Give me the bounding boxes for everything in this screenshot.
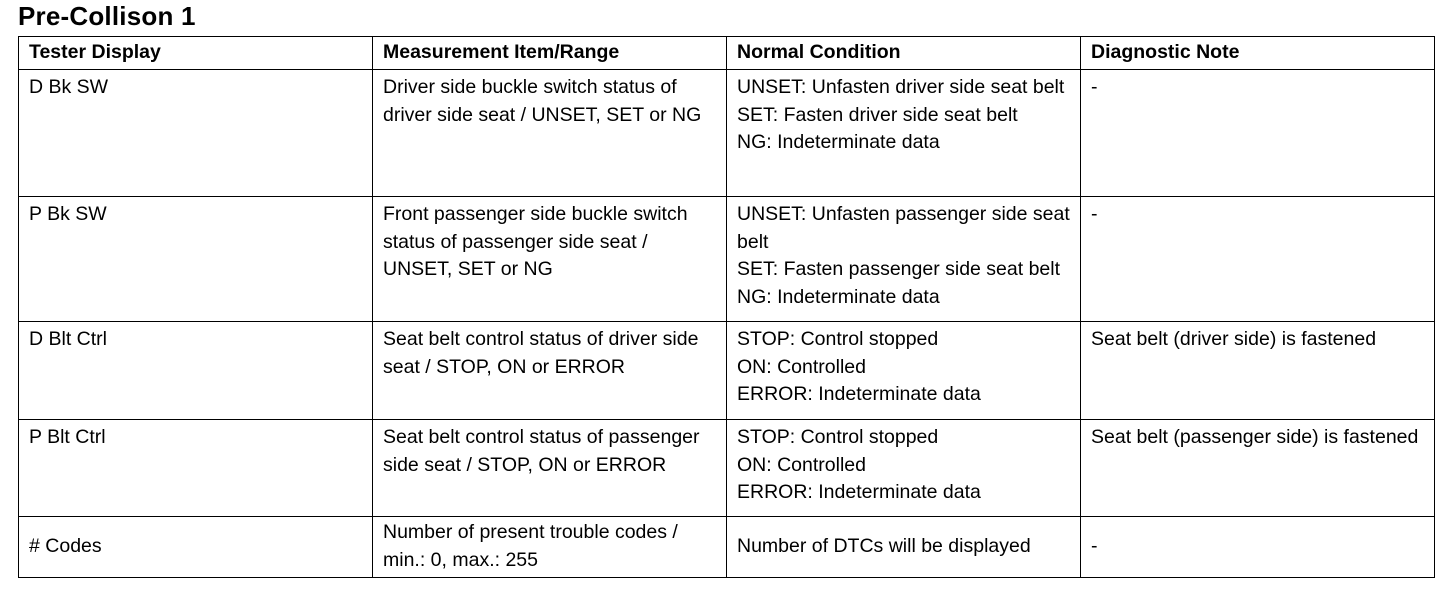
normal-condition-line: STOP: Control stopped xyxy=(737,328,939,350)
cell-normal-condition xyxy=(727,70,1081,197)
normal-condition-line: ON: Controlled xyxy=(737,453,866,476)
table-row xyxy=(19,517,1435,578)
header-tester-display: Tester Display xyxy=(19,37,373,70)
cell-measurement: Front passenger side buckle switch status of passenger side seat / UNSET, SET or NG xyxy=(373,197,727,322)
cell-measurement: Seat belt control status of driver side seat / STOP, ON or ERROR xyxy=(373,322,727,420)
data-list-table xyxy=(18,36,1435,578)
page-title: Pre-Collison 1 xyxy=(18,1,196,31)
cell-diagnostic-note: - xyxy=(1081,517,1435,578)
cell-diagnostic-note: - xyxy=(1081,70,1435,197)
cell-normal-condition xyxy=(727,197,1081,322)
normal-condition-line: ON: Controlled xyxy=(737,355,866,378)
cell-normal-condition xyxy=(727,420,1081,517)
normal-condition-line: STOP: Control stopped xyxy=(737,426,939,448)
normal-condition-line: NG: Indeterminate data xyxy=(737,285,940,308)
cell-tester-display: D Bk SW xyxy=(19,70,373,197)
cell-tester-display: P Bk SW xyxy=(19,197,373,322)
cell-tester-display: D Blt Ctrl xyxy=(19,322,373,420)
header-normal-condition: Normal Condition xyxy=(727,37,1081,70)
table-row xyxy=(19,420,1435,517)
table-header-row xyxy=(19,37,1435,70)
normal-condition-line: Number of DTCs will be displayed xyxy=(737,534,1031,557)
normal-condition-line: SET: Fasten driver side seat belt xyxy=(737,103,1018,126)
cell-normal-condition xyxy=(727,517,1081,578)
table-row xyxy=(19,322,1435,420)
normal-condition-line: UNSET: Unfasten passenger side seat belt xyxy=(737,203,1070,253)
cell-tester-display: P Blt Ctrl xyxy=(19,420,373,517)
cell-diagnostic-note: - xyxy=(1081,197,1435,322)
normal-condition-line: NG: Indeterminate data xyxy=(737,131,940,153)
table-row xyxy=(19,70,1435,197)
cell-tester-display: # Codes xyxy=(19,517,373,578)
cell-measurement: Number of present trouble codes / min.: 0, max.: 255 xyxy=(373,517,727,578)
cell-measurement: Seat belt control status of passenger side seat / STOP, ON or ERROR xyxy=(373,420,727,517)
cell-measurement: Driver side buckle switch status of driver side seat / UNSET, SET or NG xyxy=(373,70,727,197)
normal-condition-line: ERROR: Indeterminate data xyxy=(737,383,981,405)
cell-diagnostic-note: Seat belt (passenger side) is fastened xyxy=(1081,420,1435,517)
cell-normal-condition xyxy=(727,322,1081,420)
normal-condition-line: SET: Fasten passenger side seat belt xyxy=(737,258,1061,280)
normal-condition-line: UNSET: Unfasten driver side seat belt xyxy=(737,76,1065,98)
header-measurement-item: Measurement Item/Range xyxy=(373,37,727,70)
header-diagnostic-note: Diagnostic Note xyxy=(1081,37,1435,70)
normal-condition-line: ERROR: Indeterminate data xyxy=(737,481,981,503)
table-row xyxy=(19,197,1435,322)
cell-diagnostic-note: Seat belt (driver side) is fastened xyxy=(1081,322,1435,420)
